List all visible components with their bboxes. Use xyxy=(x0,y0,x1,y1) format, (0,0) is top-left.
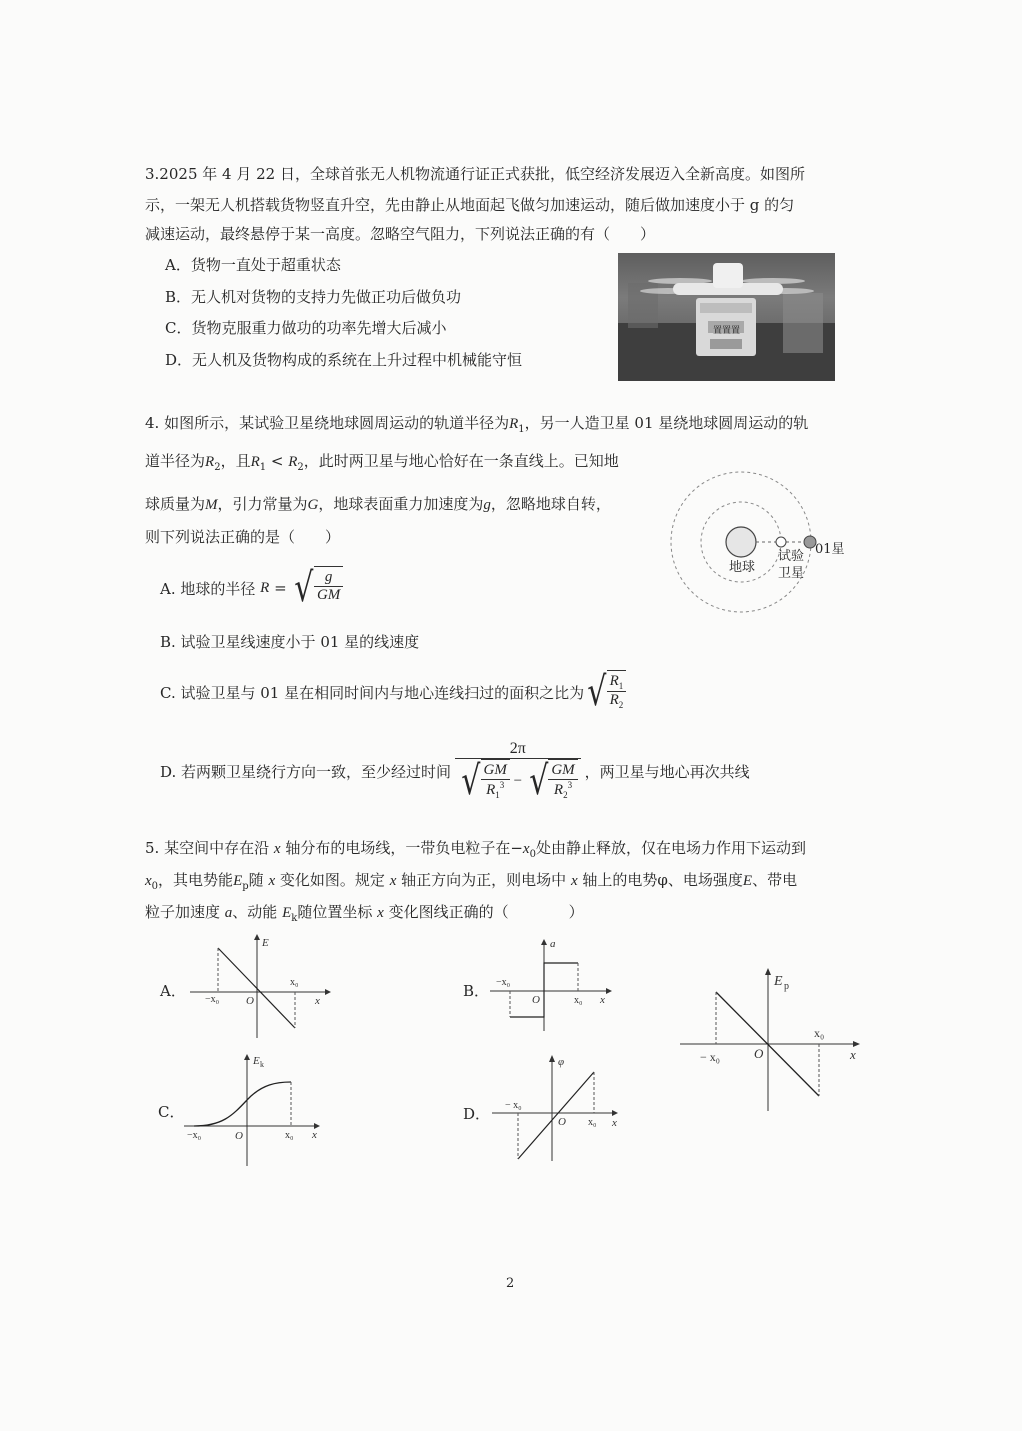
svg-text:x: x xyxy=(600,994,605,1006)
q4-stem-line3: 球质量为M，引力常量为G，地球表面重力加速度为g，忽略地球自转， xyxy=(145,495,611,513)
svg-text:−x₀: −x₀ xyxy=(205,994,220,1005)
svg-text:x₀: x₀ xyxy=(285,1130,294,1141)
graph-b-acceleration xyxy=(488,935,618,1035)
q5-stem-line1: 5. 某空间中存在沿 x 轴分布的电场线，一带负电粒子在$-x_0$处由静止释放，仅在电场力作用下运动到 xyxy=(145,839,806,860)
svg-text:− x₀: − x₀ xyxy=(505,1100,522,1111)
q5-option-d-label: D． xyxy=(463,1105,491,1123)
q4-option-c: C. 试验卫星与 01 星在相同时间内与地心连线扫过的面积之比为 √ $\frac{R_1}{R_2}$ xyxy=(160,670,626,714)
svg-text:x₀: x₀ xyxy=(588,1117,597,1128)
drone-photo xyxy=(618,253,835,381)
svg-text:E: E xyxy=(774,974,783,989)
graph-d-potential xyxy=(490,1050,630,1165)
svg-text:x: x xyxy=(612,1117,617,1129)
q3-option-c: C．货物克服重力做功的功率先增大后减小 xyxy=(165,319,447,337)
svg-text:k: k xyxy=(260,1060,264,1069)
svg-text:x₀: x₀ xyxy=(290,977,299,988)
q4-stem-line2: 道半径为$R_2$，且$R_1 < R_2$，此时两卫星与地心恰好在一条直线上。已知地 xyxy=(145,452,619,473)
q3-stem-line1: 3.2025 年 4 月 22 日，全球首张无人机物流通行证正式获批，低空经济发展迈入全新高度。如图所 xyxy=(145,165,805,183)
q5-stem-line2: $x_0$，其电势能$E_p$随 x 变化如图。规定 x 轴正方向为正，则电场中 x 轴上的电势φ、电场强度E、带电 xyxy=(145,871,798,892)
svg-text:x₀: x₀ xyxy=(814,1026,825,1040)
q4-option-a: A. 地球的半径 R = √ $\frac{g}{GM}$ xyxy=(160,566,343,610)
svg-text:E: E xyxy=(262,937,269,949)
q3-option-a: A．货物一直处于超重状态 xyxy=(165,256,341,274)
svg-text:E: E xyxy=(253,1055,260,1067)
q3-option-b: B．无人机对货物的支持力先做正功后做负功 xyxy=(165,288,462,306)
test-sat-label-1: 试验 xyxy=(778,549,805,564)
page-number: 2 xyxy=(506,1276,515,1291)
graph-a-electric-field xyxy=(185,930,335,1042)
q3-option-d: D．无人机及货物构成的系统在上升过程中机械能守恒 xyxy=(165,351,523,369)
svg-text:O: O xyxy=(235,1130,243,1142)
svg-text:− x₀: − x₀ xyxy=(700,1050,720,1064)
svg-text:x: x xyxy=(850,1047,856,1062)
earth-label: 地球 xyxy=(729,560,756,575)
svg-text:−x₀: −x₀ xyxy=(187,1130,202,1141)
q5-option-c-label: C． xyxy=(158,1103,185,1121)
svg-text:O: O xyxy=(246,995,254,1007)
q5-option-b-label: B． xyxy=(463,982,490,1000)
q4-option-b: B. 试验卫星线速度小于 01 星的线速度 xyxy=(160,633,420,651)
svg-text:x₀: x₀ xyxy=(574,995,583,1006)
svg-text:φ: φ xyxy=(558,1056,565,1068)
svg-text:O: O xyxy=(532,994,540,1006)
drone-illustration xyxy=(618,253,835,381)
svg-text:a: a xyxy=(550,938,556,950)
q5-stem-line3: 粒子加速度 a、动能 $E_k$随位置坐标 x 变化图线正确的（ ） xyxy=(145,903,584,924)
q4-option-d: D. 若两颗卫星绕行方向一致，至少经过时间 2π √ $\frac{GM}{R_1^3}$ − √ $\frac{GM}{R_2^3}$ ，两卫星与地心再次共线 xyxy=(160,740,750,804)
q3-stem-line3: 减速运动，最终悬停于某一高度。忽略空气阻力，下列说法正确的有（ ） xyxy=(145,225,656,243)
q4-stem-line1: 4. 如图所示，某试验卫星绕地球圆周运动的轨道半径为$R_1$，另一人造卫星 01 星绕地球圆周运动的轨 xyxy=(145,414,809,435)
q3-stem-line2: 示，一架无人机搭载货物竖直升空，先由静止从地面起飞做匀加速运动，随后做加速度小于 g 的匀 xyxy=(145,196,795,214)
q4-stem-line4: 则下列说法正确的是（ ） xyxy=(145,528,341,546)
q5-option-a-label: A． xyxy=(160,982,186,1000)
graph-c-kinetic-energy xyxy=(182,1050,332,1170)
drone-box-sign: 置置置 xyxy=(713,326,741,336)
svg-text:p: p xyxy=(784,981,789,992)
test-sat-label-2: 卫星 xyxy=(778,566,805,581)
earth-circle xyxy=(726,527,756,557)
graph-potential-energy-given xyxy=(678,965,868,1115)
svg-text:O: O xyxy=(558,1116,566,1128)
svg-text:x: x xyxy=(315,995,320,1007)
svg-text:O: O xyxy=(754,1046,764,1061)
sat01-label: 01星 xyxy=(815,542,845,557)
svg-text:x: x xyxy=(312,1129,317,1141)
svg-text:−x₀: −x₀ xyxy=(496,977,511,988)
